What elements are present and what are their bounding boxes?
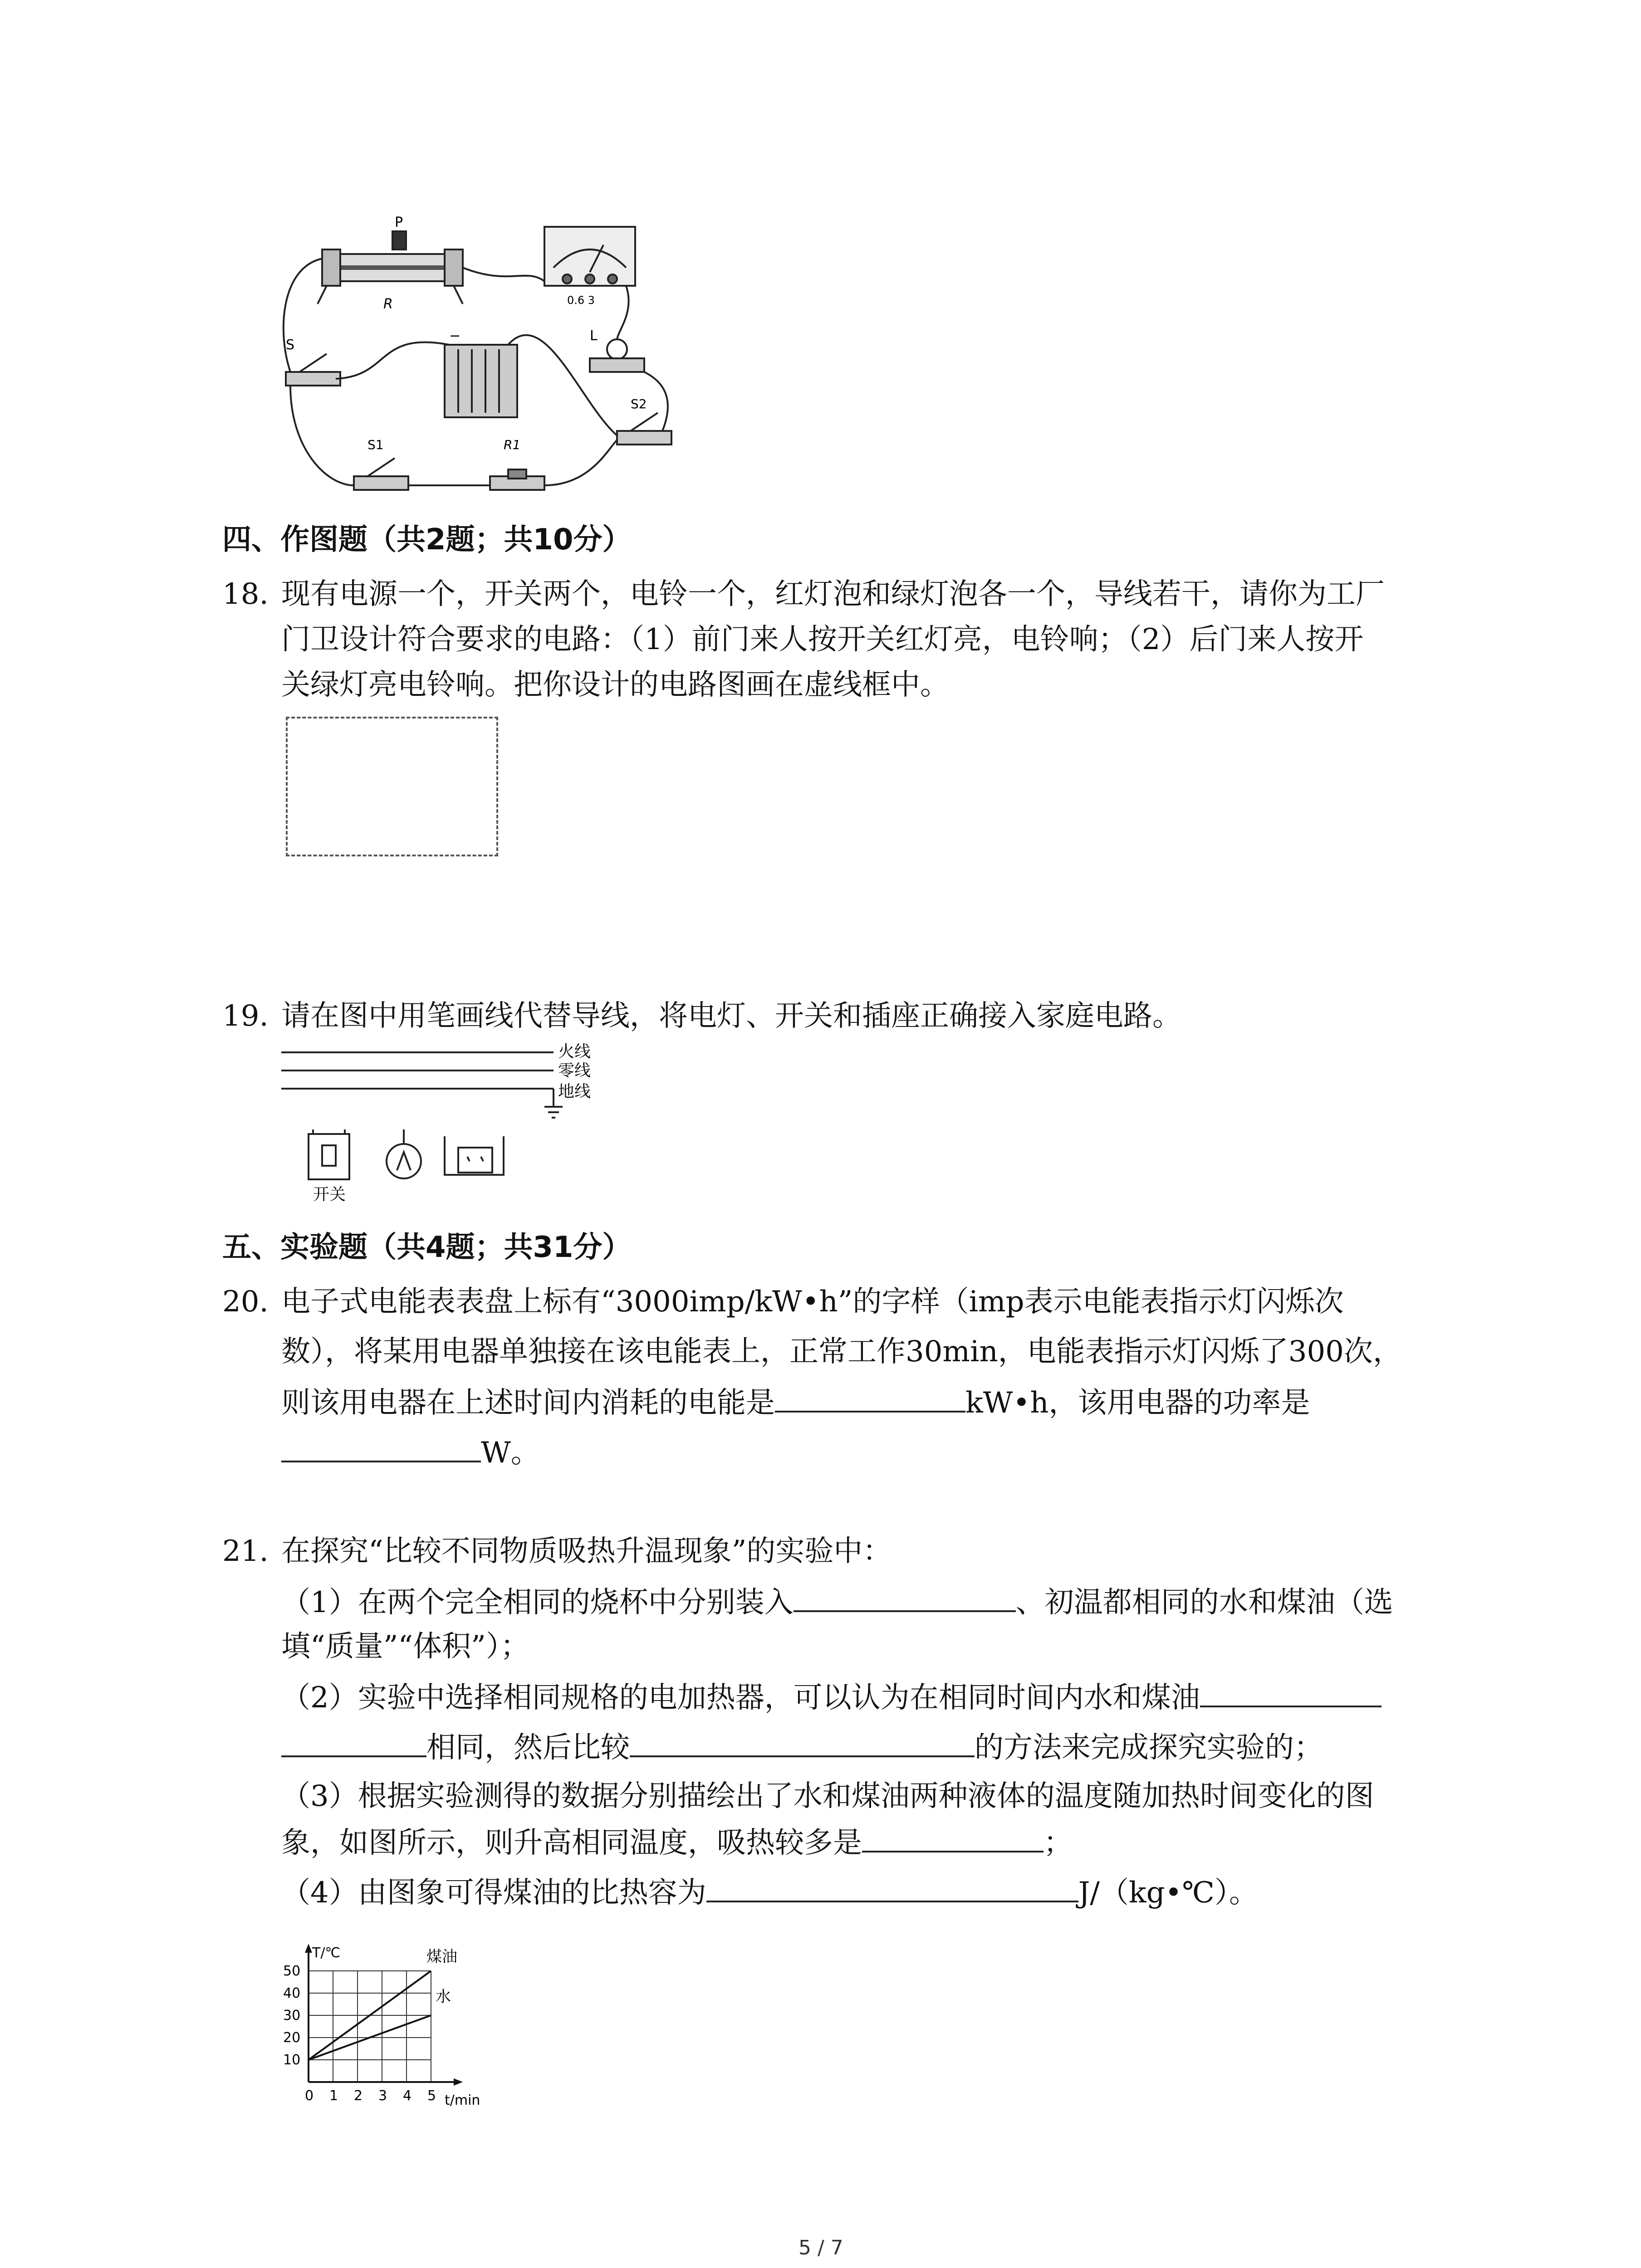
label-meter: 0.6 3 [567, 294, 595, 307]
label-l: L [590, 328, 598, 344]
x-tick-label: 0 [305, 2088, 314, 2104]
q21-p2 [281, 1674, 1381, 1721]
q21-p2-text-c: 的方法来完成探究实验的； [975, 1731, 1323, 1765]
section-4-title: 四、作图题（共2题；共10分） [222, 523, 632, 557]
label-s2: S2 [631, 396, 647, 411]
x-tick-label: 5 [427, 2088, 436, 2104]
y-axis-arrow [305, 1944, 312, 1953]
q21-p3-text-c: ； [1043, 1826, 1073, 1860]
q20-line-3 [281, 1379, 1310, 1426]
label-s1: S1 [367, 437, 384, 452]
label-ground-line: 地线 [558, 1082, 591, 1101]
q21-p3-blank[interactable] [862, 1819, 1043, 1853]
q21-p2-text-b: 相同，然后比较 [426, 1731, 630, 1765]
q18-line-2: 门卫设计符合要求的电路：（1）前门来人按开关红灯亮，电铃响；（2）后门来人按开 [281, 623, 1364, 656]
q20-number: 20. [222, 1285, 269, 1319]
q21-p2-blank-1[interactable] [1200, 1674, 1381, 1707]
q20-power-blank[interactable] [281, 1429, 481, 1462]
label-p: P [395, 215, 403, 230]
q18-line-1: 现有电源一个，开关两个，电铃一个，红灯泡和绿灯泡各一个，导线若干，请你为工厂 [281, 577, 1385, 611]
temperature-time-chart [268, 1919, 504, 2118]
x-axis-label: t/min [445, 2092, 480, 2108]
q21-line-1: 在探究“比较不同物质吸热升温现象”的实验中： [281, 1535, 892, 1568]
series-label-kerosene: 煤油 [426, 1948, 457, 1966]
q21-p3-line-2 [281, 1819, 1073, 1866]
label-minus: − [449, 328, 461, 344]
series-label-water: 水 [436, 1988, 451, 2006]
q20-line-1: 电子式电能表表盘上标有“3000imp/kW•h”的字样（imp表示电能表指示灯闪烁次 [281, 1285, 1344, 1319]
q21-p4-blank[interactable] [706, 1869, 1078, 1902]
label-fire-line: 火线 [558, 1042, 591, 1061]
q19-number: 19. [222, 999, 269, 1033]
q21-p2-line-2 [281, 1724, 1323, 1770]
q21-p4-text-a: （4）由图象可得煤油的比热容为 [281, 1876, 706, 1910]
q21-p4-text-b: J/（kg•℃）。 [1078, 1876, 1259, 1910]
page-number: 5 / 7 [798, 2236, 843, 2259]
q21-p2-blank-3[interactable] [630, 1724, 975, 1757]
q21-p1 [281, 1579, 1393, 1625]
q19-line-1: 请在图中用笔画线代替导线，将电灯、开关和插座正确接入家庭电路。 [281, 999, 1181, 1033]
q21-p2-text-a: （2）实验中选择相同规格的电加热器，可以认为在相同时间内水和煤油 [281, 1681, 1200, 1715]
q20-line-3-text-b: kW•h，该用电器的功率是 [965, 1386, 1310, 1420]
x-tick-label: 4 [403, 2088, 412, 2104]
q20-line-4 [281, 1429, 540, 1476]
q20-line-3-text-a: 则该用电器在上述时间内消耗的电能是 [281, 1386, 775, 1420]
q20-line-4-text: W。 [481, 1436, 540, 1470]
q21-p1-blank[interactable] [794, 1579, 1016, 1612]
x-tick-label: 3 [378, 2088, 387, 2104]
q18-line-3: 关绿灯亮电铃响。把你设计的电路图画在虚线框中。 [281, 668, 949, 702]
x-axis-arrow [454, 2078, 463, 2086]
q21-p1-text-b: 、初温都相同的水和煤油（选 [1015, 1586, 1393, 1619]
x-tick-label: 1 [329, 2088, 338, 2104]
x-tick-label: 2 [354, 2088, 363, 2104]
q18-number: 18. [222, 577, 269, 611]
q20-energy-blank[interactable] [775, 1379, 965, 1413]
label-r: R [383, 296, 393, 312]
q21-p3-line-1: （3）根据实验测得的数据分别描绘出了水和煤油两种液体的温度随加热时间变化的图 [281, 1779, 1374, 1813]
q21-p1-text-a: （1）在两个完全相同的烧杯中分别装入 [281, 1586, 794, 1619]
q20-line-2: 数），将某用电器单独接在该电能表上，正常工作30min，电能表指示灯闪烁了300次， [281, 1335, 1402, 1369]
section-5-title: 五、实验题（共4题；共31分） [222, 1231, 632, 1264]
label-r1: R1 [504, 437, 521, 452]
circuit-figure [272, 213, 681, 503]
q21-p1-line-2: 填“质量”“体积”）； [281, 1630, 529, 1663]
y-tick-label: 10 [283, 2052, 301, 2068]
q21-p4 [281, 1869, 1258, 1916]
label-switch: 开关 [313, 1185, 346, 1204]
q21-p3-text-b: 象，如图所示，则升高相同温度，吸热较多是 [281, 1826, 862, 1860]
y-tick-label: 50 [283, 1963, 301, 1979]
y-tick-label: 30 [283, 2008, 301, 2024]
label-s: S [286, 337, 295, 353]
y-axis-label: T/℃ [312, 1945, 341, 1961]
household-circuit-figure [281, 1039, 617, 1220]
q21-number: 21. [222, 1535, 269, 1568]
y-tick-label: 40 [283, 1985, 301, 2001]
q18-dashed-answer-box[interactable] [286, 717, 498, 856]
y-tick-label: 20 [283, 2030, 301, 2046]
q21-p2-blank-2[interactable] [281, 1724, 426, 1757]
label-zero-line: 零线 [558, 1061, 591, 1080]
